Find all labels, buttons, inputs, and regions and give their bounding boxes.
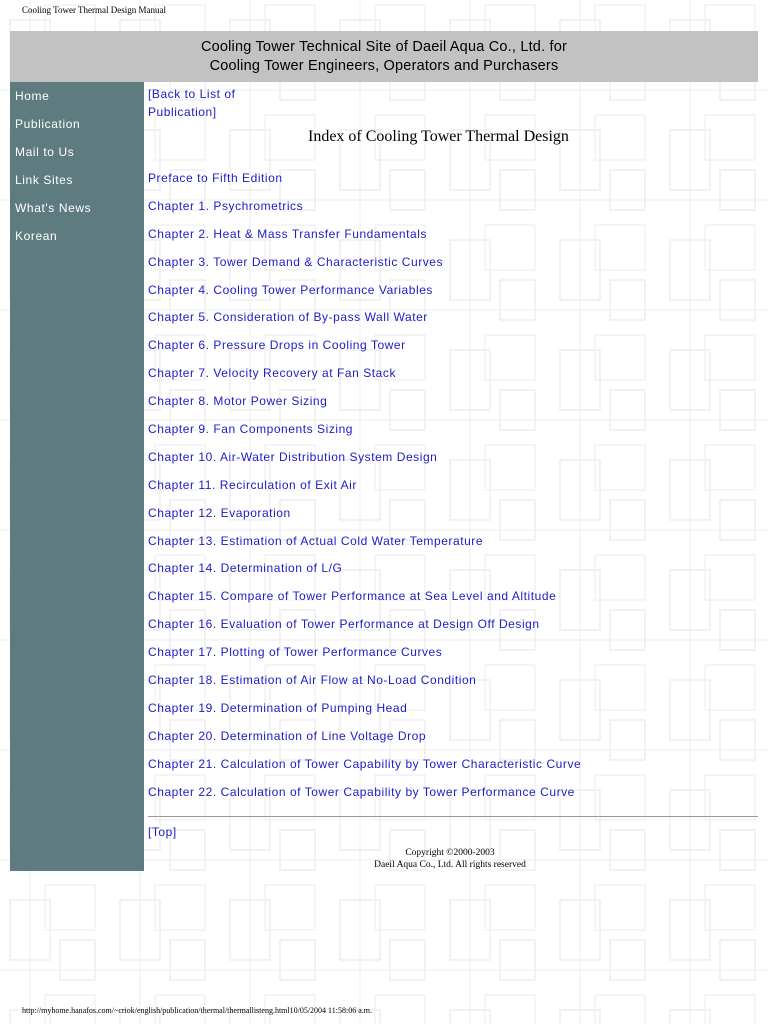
- chapter-link-17[interactable]: Chapter 17. Plotting of Tower Performance Curves: [148, 645, 443, 660]
- chapter-link-6[interactable]: Chapter 6. Pressure Drops in Cooling Tower: [148, 338, 406, 353]
- top-link[interactable]: [Top]: [148, 825, 177, 839]
- chapter-link-3[interactable]: Chapter 3. Tower Demand & Characteristic Curves: [148, 254, 444, 269]
- footer-url: http://myhome.hanafos.com/~criok/english/publication/thermal/thermallisteng.html10/05/2004 11:58:06 a.m.: [22, 1006, 372, 1015]
- chapter-link-11[interactable]: Chapter 11. Recirculation of Exit Air: [148, 477, 357, 492]
- sidebar: [10, 82, 144, 871]
- divider: [148, 816, 758, 817]
- sidebar-item-publication[interactable]: Publication: [15, 117, 81, 131]
- site-banner: [10, 31, 758, 82]
- chapter-link-21[interactable]: Chapter 21. Calculation of Tower Capability by Tower Characteristic Curve: [148, 756, 582, 771]
- document-caption: Cooling Tower Thermal Design Manual: [22, 5, 167, 15]
- copyright: [300, 847, 600, 871]
- chapter-link-10[interactable]: Chapter 10. Air-Water Distribution System Design: [148, 449, 438, 464]
- chapter-link-preface[interactable]: Preface to Fifth Edition: [148, 171, 283, 185]
- chapter-list: [148, 170, 581, 811]
- chapter-link-9[interactable]: Chapter 9. Fan Components Sizing: [148, 422, 354, 437]
- page-title: Index of Cooling Tower Thermal Design: [308, 128, 569, 145]
- sidebar-item-home[interactable]: Home: [15, 89, 50, 103]
- sidebar-item-mail[interactable]: Mail to Us: [15, 145, 75, 159]
- chapter-link-1[interactable]: Chapter 1. Psychrometrics: [148, 198, 304, 213]
- sidebar-item-korean[interactable]: Korean: [15, 229, 58, 243]
- copyright-line-1: Copyright ©2000-2003: [405, 848, 495, 858]
- chapter-link-5[interactable]: Chapter 5. Consideration of By-pass Wall Water: [148, 310, 428, 325]
- chapter-link-2[interactable]: Chapter 2. Heat & Mass Transfer Fundamentals: [148, 226, 427, 241]
- banner-line-2: Cooling Tower Engineers, Operators and Purchasers: [209, 57, 559, 74]
- chapter-link-15[interactable]: Chapter 15. Compare of Tower Performance at Sea Level and Altitude: [148, 589, 557, 604]
- chapter-link-12[interactable]: Chapter 12. Evaporation: [148, 505, 291, 520]
- chapter-link-4[interactable]: Chapter 4. Cooling Tower Performance Variables: [148, 282, 433, 297]
- chapter-link-8[interactable]: Chapter 8. Motor Power Sizing: [148, 394, 328, 409]
- chapter-link-22[interactable]: Chapter 22. Calculation of Tower Capability by Tower Performance Curve: [148, 784, 575, 799]
- banner-line-1: Cooling Tower Technical Site of Daeil Aqua Co., Ltd. for: [200, 38, 568, 55]
- chapter-link-13[interactable]: Chapter 13. Estimation of Actual Cold Water Temperature: [148, 533, 484, 548]
- copyright-line-2: Daeil Aqua Co., Ltd. All rights reserved: [374, 860, 526, 870]
- chapter-link-20[interactable]: Chapter 20. Determination of Line Voltage Drop: [148, 728, 427, 743]
- sidebar-item-whats-news[interactable]: What's News: [15, 201, 92, 215]
- chapter-link-18[interactable]: Chapter 18. Estimation of Air Flow at No-Load Condition: [148, 673, 477, 688]
- chapter-link-14[interactable]: Chapter 14. Determination of L/G: [148, 561, 343, 576]
- chapter-link-16[interactable]: Chapter 16. Evaluation of Tower Performance at Design Off Design: [148, 617, 540, 632]
- chapter-link-19[interactable]: Chapter 19. Determination of Pumping Head: [148, 700, 408, 715]
- back-to-publications-link[interactable]: [Back to List of Publication]: [148, 87, 236, 119]
- chapter-link-7[interactable]: Chapter 7. Velocity Recovery at Fan Stack: [148, 366, 396, 381]
- sidebar-item-link-sites[interactable]: Link Sites: [15, 173, 74, 187]
